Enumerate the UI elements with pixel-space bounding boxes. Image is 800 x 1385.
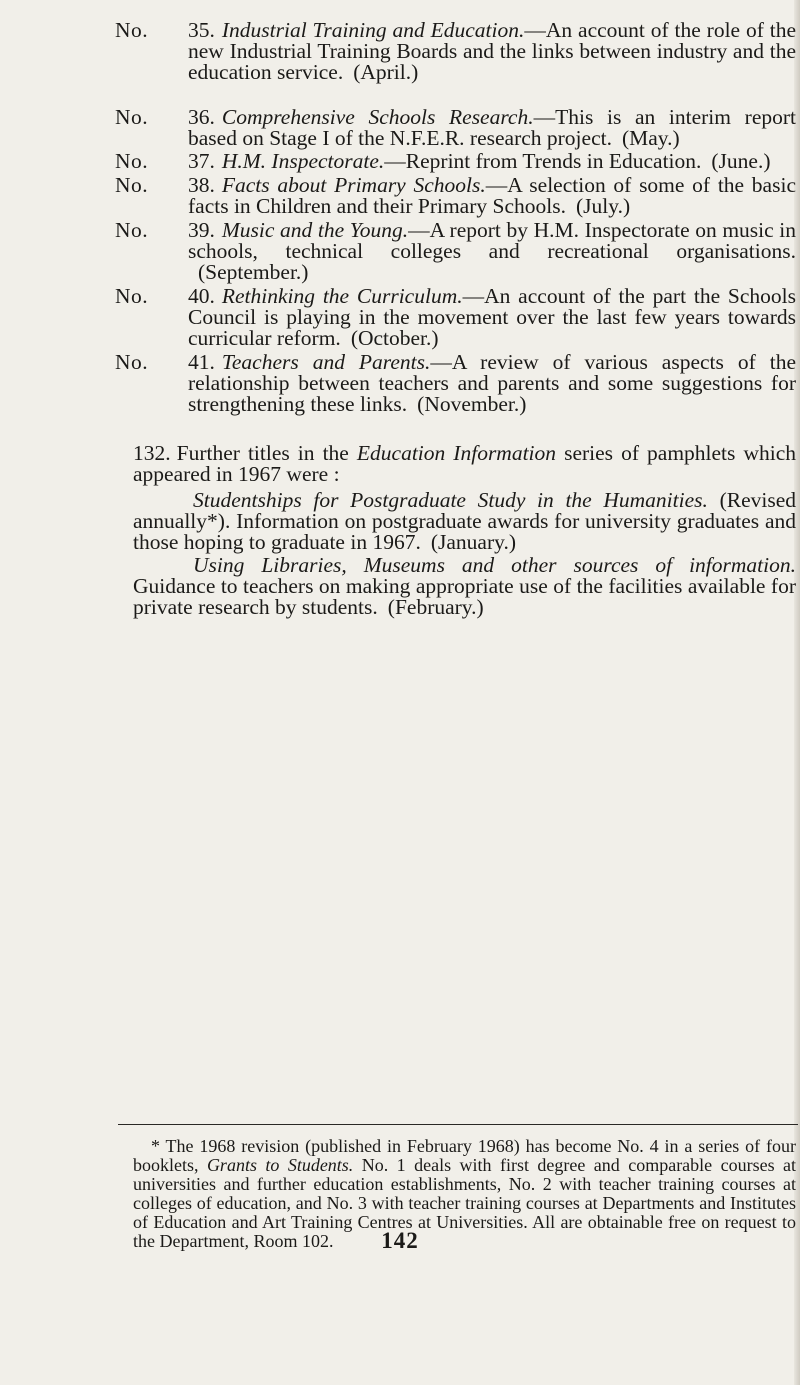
sub-item-date: (January.) xyxy=(430,530,516,554)
item-number: 40. xyxy=(188,284,215,308)
paragraph-text xyxy=(133,443,796,485)
item-text: —Reprint from Trends in Education. xyxy=(384,149,702,173)
footnote-tail: No. 1 deals with first degree and comparable courses at universities and further education establishments, No. 2 with teacher training courses at colleges of education, and No. 3 with teacher training courses at Departments and Institutes of Education and Art Training Centres at Universities. All are obtainable free on request to the Department, Room 102. xyxy=(133,1155,797,1251)
sub-item xyxy=(133,490,796,553)
item-prefix: No. xyxy=(115,18,149,42)
item-body xyxy=(188,151,796,172)
item-text: —An account of the part the Schools Council is playing in the movement over the last few years towards curricular reform. xyxy=(188,284,797,350)
list-item xyxy=(0,20,800,104)
item-date: (May.) xyxy=(621,126,680,150)
item-text: —This is an interim report based on Stage I of the N.F.E.R. research project. xyxy=(188,105,796,150)
item-prefix: No. xyxy=(115,149,149,173)
paragraph-number: 132. xyxy=(133,441,171,465)
page-number: 142 xyxy=(381,1228,419,1253)
paragraph-tail: series of pamphlets which appeared in 1967 were : xyxy=(133,441,796,486)
item-prefix: No. xyxy=(115,218,149,242)
list-item xyxy=(0,352,800,415)
list-item xyxy=(0,107,800,149)
series-name: Education Information xyxy=(356,441,557,465)
footnote-lead: * The 1968 revision (published in February 1968) has become No. 4 in a series of four booklets, xyxy=(133,1136,796,1175)
item-body xyxy=(188,286,796,349)
footnote-title: Grants to Students. xyxy=(206,1155,354,1175)
item-number: 38. xyxy=(188,173,215,197)
item-prefix: No. xyxy=(115,173,149,197)
sub-item-text: Guidance to teachers on making appropriate use of the facilities available for private research by students. xyxy=(133,574,796,619)
item-body xyxy=(188,220,796,283)
item-number: 36. xyxy=(188,105,215,129)
item-title: H.M. Inspectorate. xyxy=(221,149,385,173)
item-title: Comprehensive Schools Research. xyxy=(221,105,534,129)
list-item xyxy=(0,220,800,283)
item-number: 39. xyxy=(188,218,215,242)
list-item xyxy=(0,175,800,217)
item-date: (November.) xyxy=(417,392,527,416)
item-text: —An account of the role of the new Industrial Training Boards and the links between industry and the education service. xyxy=(188,18,797,84)
item-date: (July.) xyxy=(575,194,631,218)
item-date: (June.) xyxy=(711,149,771,173)
item-number: 35. xyxy=(188,18,215,42)
item-text: —A review of various aspects of the relationship between teachers and parents and some suggestions for strengthening these links. xyxy=(188,350,796,416)
item-body xyxy=(188,20,796,83)
footnote-divider xyxy=(118,1124,798,1125)
item-prefix: No. xyxy=(115,350,149,374)
sub-item-date: (February.) xyxy=(387,595,484,619)
item-title: Teachers and Parents. xyxy=(221,350,431,374)
item-number: 41. xyxy=(188,350,215,374)
item-body xyxy=(188,175,796,217)
sub-item xyxy=(133,555,796,618)
sub-item-text: (Revised annually*). Information on postgraduate awards for university graduates and those hoping to graduate in 1967. xyxy=(133,488,796,554)
list-item xyxy=(0,151,800,172)
sub-item-title: Using Libraries, Museums and other sources of information. xyxy=(193,553,796,577)
item-text: —A selection of some of the basic facts in Children and their Primary Schools. xyxy=(188,173,796,218)
item-title: Rethinking the Curriculum. xyxy=(221,284,463,308)
item-number: 37. xyxy=(188,149,215,173)
sub-item-title: Studentships for Postgraduate Study in the Humanities. xyxy=(193,488,708,512)
paragraph xyxy=(0,443,800,485)
item-prefix: No. xyxy=(115,105,149,129)
item-title: Industrial Training and Education. xyxy=(221,18,525,42)
item-date: (April.) xyxy=(353,60,419,84)
item-prefix: No. xyxy=(115,284,149,308)
item-date: (October.) xyxy=(350,326,439,350)
item-body xyxy=(188,107,796,149)
item-title: Facts about Primary Schools. xyxy=(221,173,486,197)
item-title: Music and the Young. xyxy=(221,218,409,242)
paragraph-lead: Further titles in the xyxy=(176,441,349,465)
item-text: —A report by H.M. Inspectorate on music in schools, technical colleges and recreational organisations. xyxy=(188,218,796,263)
list-item xyxy=(0,286,800,349)
item-body xyxy=(188,352,796,415)
item-date: (September.) xyxy=(198,260,309,284)
